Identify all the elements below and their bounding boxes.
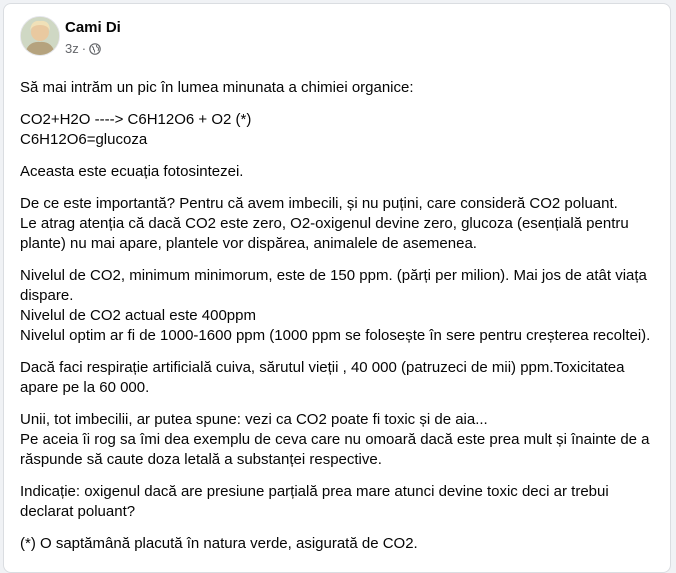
post-paragraph <box>20 482 660 522</box>
post-text-line: Pe aceia îi rog sa îmi dea exemplu de ceva care nu omoară dacă este prea mult și înainte de a răspunde să caute doza letală a substanței respective. <box>20 431 650 468</box>
author-name[interactable]: Cami Di <box>65 19 121 36</box>
post-paragraph <box>20 534 660 554</box>
post-paragraph <box>20 162 660 182</box>
avatar[interactable] <box>20 16 60 56</box>
globe-icon[interactable] <box>89 43 101 55</box>
post-body <box>20 78 660 566</box>
post-text-line: (*) O saptămână placută în natura verde, asigurată de CO2. <box>20 535 418 552</box>
post-text-line: Dacă faci respirație artificială cuiva, sărutul vieții , 40 000 (patruzeci de mii) ppm.Toxicitatea apare pe la 60 000. <box>20 359 625 396</box>
post-text-line: Unii, tot imbecilii, ar putea spune: vezi ca CO2 poate fi toxic și de aia... <box>20 411 488 428</box>
post-paragraph <box>20 110 660 150</box>
post-paragraph <box>20 358 660 398</box>
post-text-line: Indicație: oxigenul dacă are presiune parțială prea mare atunci devine toxic deci ar trebui declarat poluant? <box>20 483 609 520</box>
post-text-line: C6H12O6=glucoza <box>20 131 148 148</box>
meta-separator: · <box>81 41 87 56</box>
post-text-line: De ce este importantă? Pentru că avem imbecili, și nu puțini, care consideră CO2 poluant. <box>20 195 618 212</box>
post-meta <box>65 41 101 56</box>
post-text-line: Nivelul de CO2, minimum minimorum, este de 150 ppm. (părți per milion). Mai jos de atât viața dispare. <box>20 267 647 304</box>
post-paragraph <box>20 78 660 98</box>
post-paragraph <box>20 266 660 346</box>
post-text-line: CO2+H2O ----> C6H12O6 + O2 (*) <box>20 111 252 128</box>
post-text-line: Să mai intrăm un pic în lumea minunata a chimiei organice: <box>20 79 414 96</box>
post-paragraph <box>20 410 660 470</box>
post-text-line: Nivelul optim ar fi de 1000-1600 ppm (1000 ppm se folosește în sere pentru creșterea recoltei). <box>20 327 651 344</box>
post-time[interactable]: 3z <box>65 41 79 56</box>
post-text-line: Le atrag atenția că dacă CO2 este zero, O2-oxigenul devine zero, glucoza (esențială pentru plante) nu mai apare, plantele vor dispărea, animalele de asemenea. <box>20 215 629 252</box>
post-card <box>3 3 671 573</box>
post-text-line: Nivelul de CO2 actual este 400ppm <box>20 307 256 324</box>
post-paragraph <box>20 194 660 254</box>
post-text-line: Aceasta este ecuația fotosintezei. <box>20 163 244 180</box>
avatar-photo-icon <box>21 17 59 55</box>
